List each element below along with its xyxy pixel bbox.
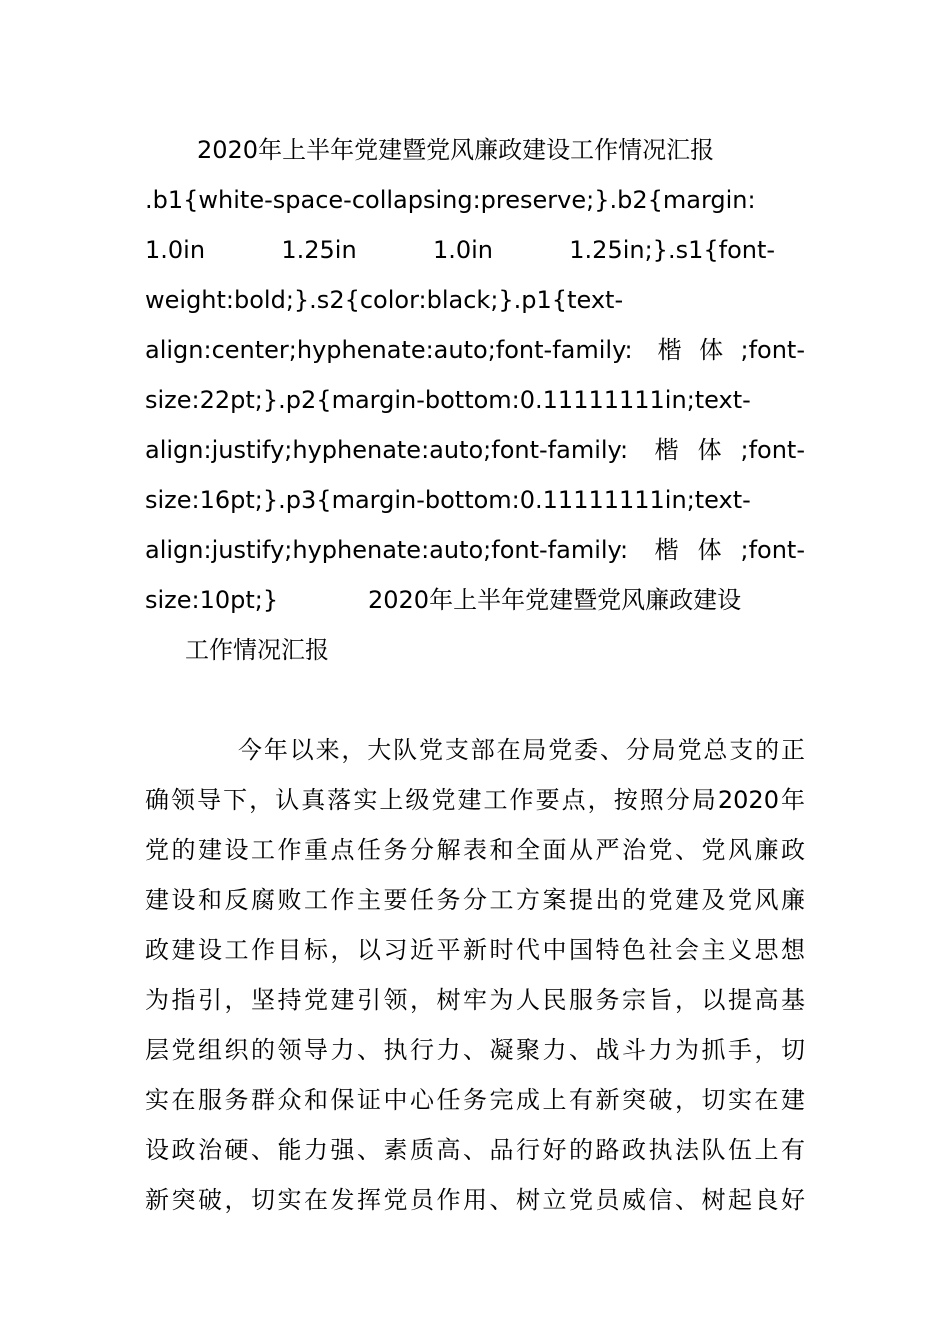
body-paragraph-line: 设政治硬、能力强、素质高、品行好的路政执法队伍上有	[145, 1136, 805, 1164]
body-paragraph-line: 新突破，切实在发挥党员作用、树立党员威信、树起良好	[145, 1186, 805, 1214]
body-paragraph-line: 层党组织的领导力、执行力、凝聚力、战斗力为抓手，切	[145, 1036, 805, 1064]
body-paragraph-line: 确领导下，认真落实上级党建工作要点，按照分局2020年	[145, 786, 805, 814]
body-paragraph-line: 政建设工作目标，以习近平新时代中国特色社会主义思想	[145, 936, 805, 964]
repeated-title-part2: 工作情况汇报	[185, 636, 329, 664]
body-paragraph-line: 为指引，坚持党建引领，树牢为人民服务宗旨，以提高基	[145, 986, 805, 1014]
css-text-line: weight:bold;}.s2{color:black;}.p1{text-	[145, 286, 624, 314]
body-paragraph-line: 建设和反腐败工作主要任务分工方案提出的党建及党风廉	[145, 886, 805, 914]
body-paragraph-line: 今年以来，大队党支部在局党委、分局党总支的正	[238, 736, 805, 764]
css-text-line: align:justify;hyphenate:auto;font-family: 楷体;font-	[145, 436, 805, 464]
body-paragraph-line: 党的建设工作重点任务分解表和全面从严治党、党风廉政	[145, 836, 805, 864]
css-text-line: size:22pt;}.p2{margin-bottom:0.11111111in;text-	[145, 386, 751, 414]
css-text-fragment: size:10pt;}	[145, 586, 279, 614]
css-text-line-content: 1.0in 1.25in 1.0in 1.25in;}.s1{font-	[145, 236, 776, 264]
css-text-line: .b1{white-space-collapsing:preserve;}.b2{margin:	[145, 186, 756, 214]
body-paragraph-line: 实在服务群众和保证中心任务完成上有新突破，切实在建	[145, 1086, 805, 1114]
repeated-title-part1: 2020年上半年党建暨党风廉政建设	[368, 586, 742, 614]
css-title-mixed-line	[145, 583, 805, 617]
css-text-line: align:justify;hyphenate:auto;font-family: 楷体;font-	[145, 536, 805, 564]
css-text-line: align:center;hyphenate:auto;font-family: 楷体;font-	[145, 336, 805, 364]
css-text-line	[145, 233, 805, 267]
css-text-line: size:16pt;}.p3{margin-bottom:0.11111111in;text-	[145, 486, 751, 514]
document-title: 2020年上半年党建暨党风廉政建设工作情况汇报	[197, 136, 715, 164]
